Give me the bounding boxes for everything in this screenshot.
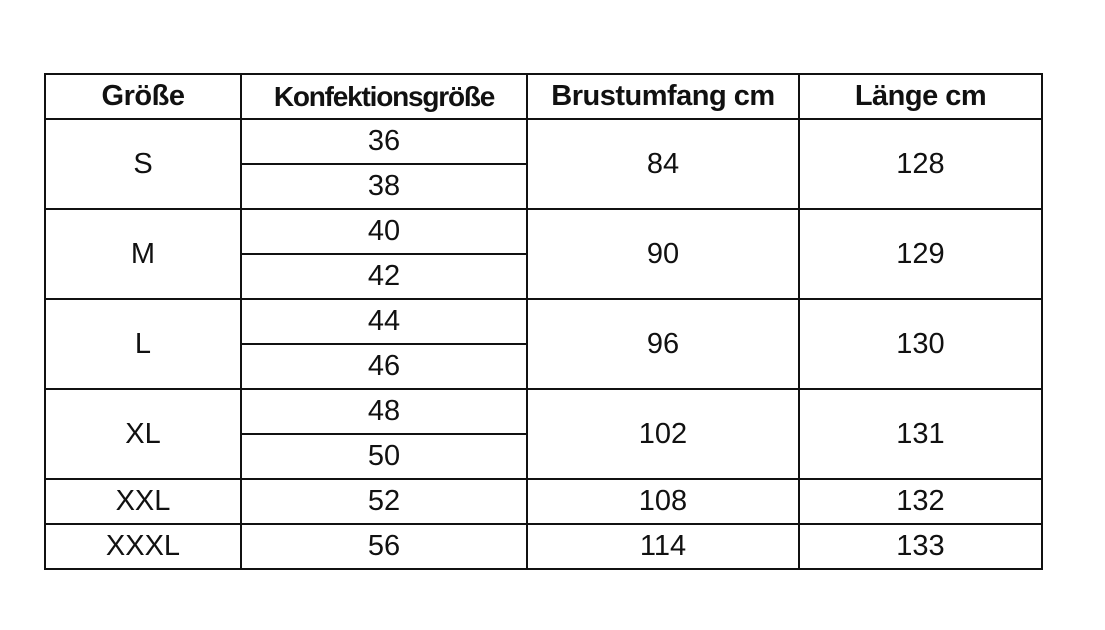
table-row [45,479,1042,524]
table-row [45,119,1042,164]
header-size: Größe [45,74,241,119]
cell-laenge: 129 [799,209,1042,299]
cell-brust: 114 [527,524,799,569]
table-body [45,119,1042,569]
cell-konfektion: 38 [241,164,527,209]
cell-brust: 102 [527,389,799,479]
cell-size: XL [45,389,241,479]
cell-size: XXL [45,479,241,524]
table-row [45,389,1042,434]
cell-laenge: 130 [799,299,1042,389]
cell-konfektion: 46 [241,344,527,389]
cell-brust: 108 [527,479,799,524]
cell-size: L [45,299,241,389]
header-row [45,74,1042,119]
cell-laenge: 128 [799,119,1042,209]
cell-laenge: 132 [799,479,1042,524]
table-header [45,74,1042,119]
cell-size: XXXL [45,524,241,569]
header-konfektion: Konfektionsgröße [241,74,527,119]
cell-konfektion: 44 [241,299,527,344]
size-chart-table [44,73,1043,570]
cell-brust: 84 [527,119,799,209]
cell-size: M [45,209,241,299]
cell-brust: 96 [527,299,799,389]
header-laenge: Länge cm [799,74,1042,119]
table-row [45,299,1042,344]
cell-laenge: 131 [799,389,1042,479]
table-row [45,524,1042,569]
cell-brust: 90 [527,209,799,299]
cell-konfektion: 56 [241,524,527,569]
cell-konfektion: 48 [241,389,527,434]
cell-konfektion: 40 [241,209,527,254]
cell-laenge: 133 [799,524,1042,569]
cell-konfektion: 42 [241,254,527,299]
cell-konfektion: 50 [241,434,527,479]
header-brust: Brustumfang cm [527,74,799,119]
cell-size: S [45,119,241,209]
cell-konfektion: 36 [241,119,527,164]
table-row [45,209,1042,254]
cell-konfektion: 52 [241,479,527,524]
